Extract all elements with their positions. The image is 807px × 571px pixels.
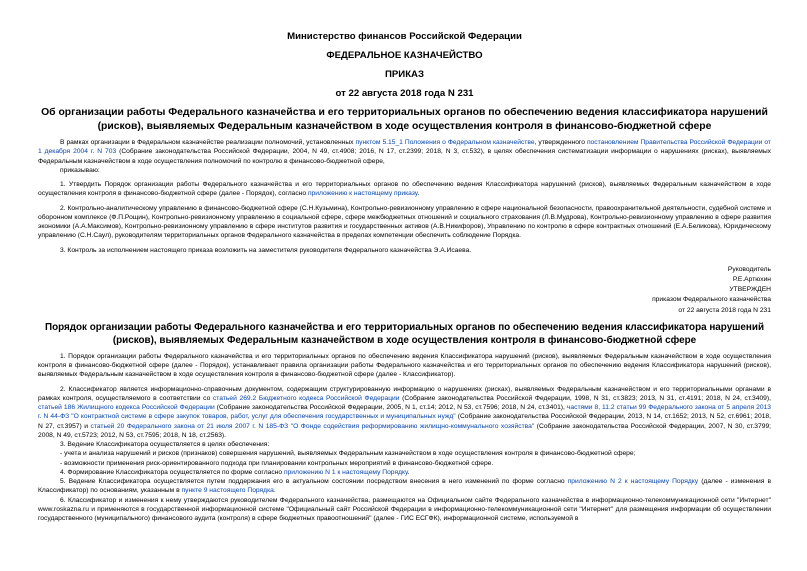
approved-by: приказом Федерального казначейства xyxy=(652,296,771,304)
item-1 xyxy=(38,180,771,199)
procedure-3a: - учета и анализа нарушений и рисков (признаков) совершения нарушений, выявляемых Федеральным казначейством в ходе осуществления контроля в финансово-бюджетной сфере; xyxy=(60,450,636,458)
doc-type: ПРИКАЗ xyxy=(385,69,424,80)
item-1-end: . xyxy=(417,190,420,198)
doc-date: от 22 августа 2018 года N 231 xyxy=(335,88,474,99)
p4-text: 4. Формирование Классификатора осуществляется по форме согласно xyxy=(60,468,283,476)
prikazyvayu: приказываю: xyxy=(60,166,100,174)
procedure-2 xyxy=(38,385,771,441)
link-point-9[interactable]: пункте 9 настоящего Порядка xyxy=(181,487,274,495)
document-page xyxy=(38,30,771,523)
doc-title: Об организации работы Федерального казначейства и его территориальных органов по обеспечению ведения классификатора нарушений (рисков), выявляемых Федеральным казначейством в ходе осуществления контроля в финансово-бюджетной сфере xyxy=(41,107,768,132)
intro-paragraph xyxy=(38,138,771,166)
p2-text-a: 2. Классификатор является информационно-справочным документом, содержащим структурированную информацию о нарушениях (рисках), выявляемых Федеральным казначейством и его территориальными органами в рамках контроля, осуществляемого в соответствии со xyxy=(38,385,771,402)
agency-name: ФЕДЕРАЛЬНОЕ КАЗНАЧЕЙСТВО xyxy=(326,50,483,61)
procedure-6: 6. Классификатор и изменения к нему утверждаются руководителем Федерального казначейства, размещаются на Официальном сайте Федерального казначейства в информационно-телекоммуникационной сети "Интернет" www.roskazna.ru и применяются в государственной информационной системе "Официальный сайт Российской Федерации в информационно-телекоммуникационной сети "Интернет" для размещения информации об осуществлении государственного (муниципального) финансового аудита (контроля) в сфере бюджетных правоотношений" (далее - ГИС ЕСГФК), информационной системе, используемой в xyxy=(38,496,771,523)
p5-text-b: (далее - изменения в Классификатор) по основаниям, указанным в xyxy=(38,478,772,495)
item-1-text: 1. Утвердить Порядок организации работы Федерального казначейства и его территориальных органов по обеспечению ведения Классификатора нарушений (рисков), выявляемых Федеральным казначейством в ходе осуществления контроля в финансово-бюджетной сфере (далее - Порядок), согласно xyxy=(38,181,771,198)
link-appendix-2[interactable]: приложению N 2 к настоящему Порядку xyxy=(567,478,699,486)
link-appendix-1[interactable]: приложению N 1 к настоящему Порядку xyxy=(283,468,408,476)
approved-label: УТВЕРЖДЕН xyxy=(729,286,771,294)
intro-text-2: , утвержденного xyxy=(534,139,585,146)
order-title: Порядок организации работы Федерального казначейства и его территориальных органов по обеспечению ведения классификатора нарушений (рисков), выявляемых Федеральным казначейством в ходе осуществления контроля в финансово-бюджетной сфере xyxy=(44,321,765,346)
link-185fz[interactable]: статьей 20 Федерального закона от 21 июля 2007 г. N 185-ФЗ "О Фонде содействия реформированию жилищно-коммунального хозяйства" xyxy=(90,422,535,430)
link-postanovlenie[interactable]: постановлением Правительства Российской Федерации от 1 декабря 2004 г. N 703 xyxy=(38,139,771,156)
p2-text-d: (Собрание законодательства Российской Федерации, 2013, N 14, ст.1652; 2013, N 52, ст.6961; 2018, N 27, ст.3957) и xyxy=(38,413,772,430)
procedure-4 xyxy=(38,468,771,477)
procedure-1: 1. Порядок организации работы Федерального казначейства и его территориальных органов по обеспечению ведения Классификатора нарушений (рисков), выявляемых Федеральным казначейством в ходе осуществления контроля в финансово-бюджетной сфере (далее - Порядок), устанавливает правила организации работы Федерального казначейства и его территориальных органов по обеспечению ведения Классификатора нарушений (рисков), выявляемых Федеральным казначейством в ходе осуществления контроля в финансово-бюджетной сфере (далее - Классификатор). xyxy=(38,352,771,379)
approved-date: от 22 августа 2018 года N 231 xyxy=(678,306,771,314)
item-3: 3. Контроль за исполнением настоящего приказа возложить на заместителя руководителя Федерального казначейства Э.А.Исаева. xyxy=(60,246,472,254)
sign-role: Руководитель xyxy=(727,265,771,273)
link-prilozhenie[interactable]: приложению к настоящему приказу xyxy=(307,190,418,198)
ministry-name: Министерство финансов Российской Федерации xyxy=(287,31,522,42)
sign-name: Р.Е.Артюхин xyxy=(732,275,771,283)
procedure-5 xyxy=(38,477,771,496)
link-polozhenie[interactable]: пунктом 5.15_1 Положения о Федеральном казначействе xyxy=(355,139,535,146)
link-44fz[interactable]: частями 8, 11.2 статьи 99 Федерального закона от 5 апреля 2013 г. N 44-ФЗ "О контрактной системе в сфере закупок товаров, работ, услуг для обеспечения государственных и муниципальных нужд" xyxy=(38,404,772,421)
p4-end: . xyxy=(407,468,410,476)
p2-text-c: (Собрание законодательства Российской Федерации, 2005, N 1, ст.14; 2012, N 53, ст.7596; 2018, N 24, ст.3401), xyxy=(216,404,565,412)
intro-text-3: (Собрание законодательства Российской Федерации, 2004, N 49, ст.4908; 2016, N 17, ст.2399; 2018, N 3, ст.532), в целях обеспечения систематизации информации о нарушениях (рисках), выявляемых Федеральным казначейством в ходе осуществления полномочий по контролю в финансово-бюджетной сфере, xyxy=(38,148,771,165)
p5-text: 5. Ведение Классификатора осуществляется путем поддержания его в актуальном состоянии посредством внесения в него изменений по форме согласно xyxy=(60,478,565,486)
procedure-3b: - возможности применения риск-ориентированного подхода при планировании контрольных мероприятий в финансово-бюджетной сфере. xyxy=(60,459,494,467)
p2-text-e: (Собрание законодательства Российской Федерации, 2007, N 30, ст.3799; 2008, N 49, ст.5723; 2012, N 53, ст.7595; 2018, N 18, ст.2563). xyxy=(38,422,772,439)
item-2: 2. Контрольно-аналитическому управлению в финансово-бюджетной сфере (С.Н.Кузьмина), Контрольно-ревизионному управлению в сфере национальной безопасности, правоохранительной деятельности, судебной системе и оборонном комплексе (Ф.П.Рощин), Контрольно-ревизионному управлению в социальной сфере, сфере межбюджетных отношений и социального страхования (Л.В.Мудрова), Контрольно-ревизионному управлению в сфере развития экономики (А.А.Максимов), Контрольно-ревизионному управлению в сфере институтов развития и государственных активов (А.В.Никифоров), Управлению по контролю в сфере контрактных отношений (Е.А.Беликова), Юридическому управлению (С.Н.Саул), руководителям территориальных органов Федерального казначейства в пределах компетенции обеспечить соблюдение Порядка. xyxy=(38,204,771,240)
link-housing-code[interactable]: статьей 186 Жилищного кодекса Российской Федерации xyxy=(38,404,215,412)
p2-text-b: (Собрание законодательства Российской Федерации, 1998, N 31, ст.3823; 2013, N 31, ст.4191; 2018, N 24, ст.3409), xyxy=(402,394,771,402)
link-budget-code[interactable]: статьей 269.2 Бюджетного кодекса Российской Федерации xyxy=(212,394,400,402)
procedure-3: 3. Ведение Классификатора осуществляется в целях обеспечения: xyxy=(60,441,270,449)
intro-text-1: В рамках организации в Федеральном казначействе реализации полномочий, установленных xyxy=(60,139,354,146)
p5-end: . xyxy=(273,487,276,495)
